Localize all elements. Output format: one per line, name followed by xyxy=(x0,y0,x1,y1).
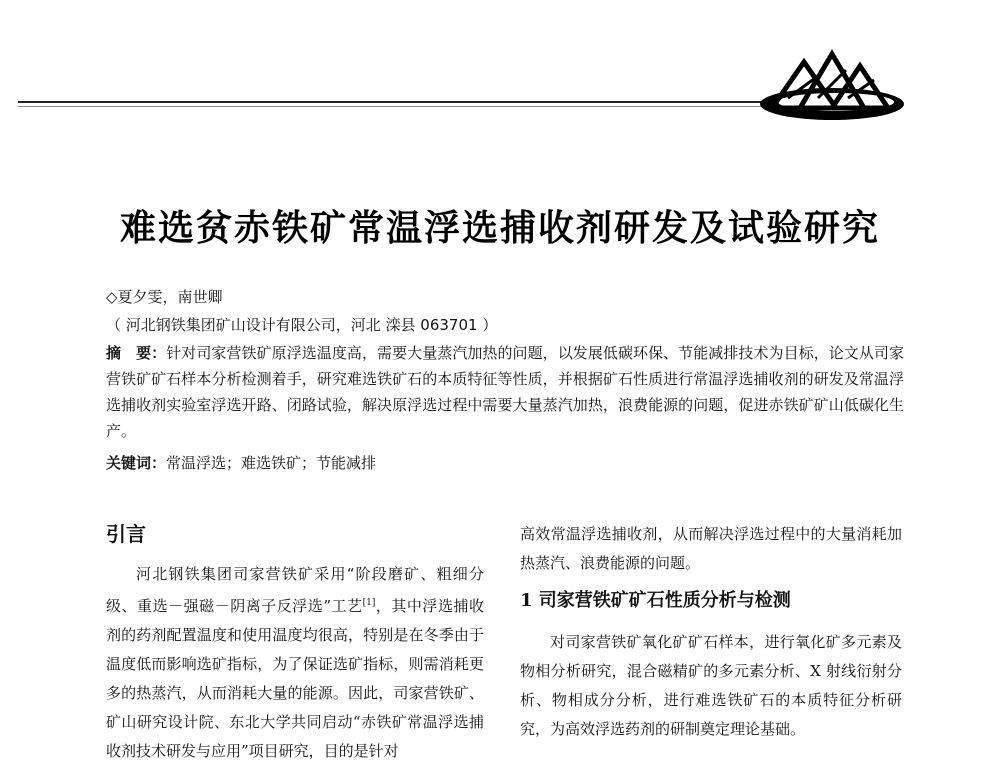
section-1-paragraph: 对司家营铁矿氧化矿矿石样本，进行氧化矿多元素及物相分析研究，混合磁精矿的多元素分析、X 射线衍射分析、物相成分分析，进行难选铁矿石的本质特征分析研究，为高效浮选药剂的研制奠定理论基础。 xyxy=(520,633,902,738)
intro-text-b: ，其中浮选捕收剂的药剂配置温度和使用温度均很高，特别是在冬季由于温度低而影响选矿指标，为了保证选矿指标，则需消耗更多的热蒸汽，从而消耗大量的能源。因此，司家营铁矿、矿山研究设计院、东北大学共同启动“赤铁矿常温浮选捕收剂技术研发与应用”项目研究，目的是针对 xyxy=(106,597,484,760)
citation-ref: [1] xyxy=(362,598,376,608)
mountain-logo-icon xyxy=(752,40,908,130)
authors: ◇夏夕雯，南世卿 xyxy=(106,288,223,306)
intro-continuation: 高效常温浮选捕收剂，从而解决浮选过程中的大量消耗加热蒸汽、浪费能源的问题。 xyxy=(520,525,902,572)
intro-text-a: 河北钢铁集团司家营铁矿采用“阶段磨矿、粗细分级、重选－强磁－阴离子反浮选”工艺 xyxy=(106,565,484,615)
affiliation: （ 河北钢铁集团矿山设计有限公司，河北 滦县 063701 ） xyxy=(106,316,498,334)
header-rule xyxy=(18,101,768,103)
abstract-text: 针对司家营铁矿原浮选温度高，需要大量蒸汽加热的问题，以发展低碳环保、节能减排技术为目标，论文从司家营铁矿矿石样本分析检测着手，研究难选铁矿石的本质特征等性质，并根据矿石性质进行常温浮选捕收剂的研发及常温浮选捕收剂实验室浮选开路、闭路试验，解决原浮选过程中需要大量蒸汽加热，浪费能源的问题，促进赤铁矿矿山低碳化生产。 xyxy=(106,344,904,440)
keywords-text: 常温浮选；难选铁矿；节能减排 xyxy=(166,454,377,472)
header-rule-thin xyxy=(18,106,778,107)
keywords-label: 关键词： xyxy=(106,454,167,472)
intro-paragraph xyxy=(106,560,484,766)
right-column xyxy=(520,520,902,744)
left-column xyxy=(106,520,484,766)
abstract xyxy=(106,340,904,444)
section-1-heading: 1 司家营铁矿矿石性质分析与检测 xyxy=(520,590,791,611)
abstract-label: 摘 要： xyxy=(106,344,167,362)
intro-heading: 引言 xyxy=(106,522,146,546)
keywords xyxy=(106,452,376,473)
paper-title: 难选贫赤铁矿常温浮选捕收剂研发及试验研究 xyxy=(119,207,880,249)
